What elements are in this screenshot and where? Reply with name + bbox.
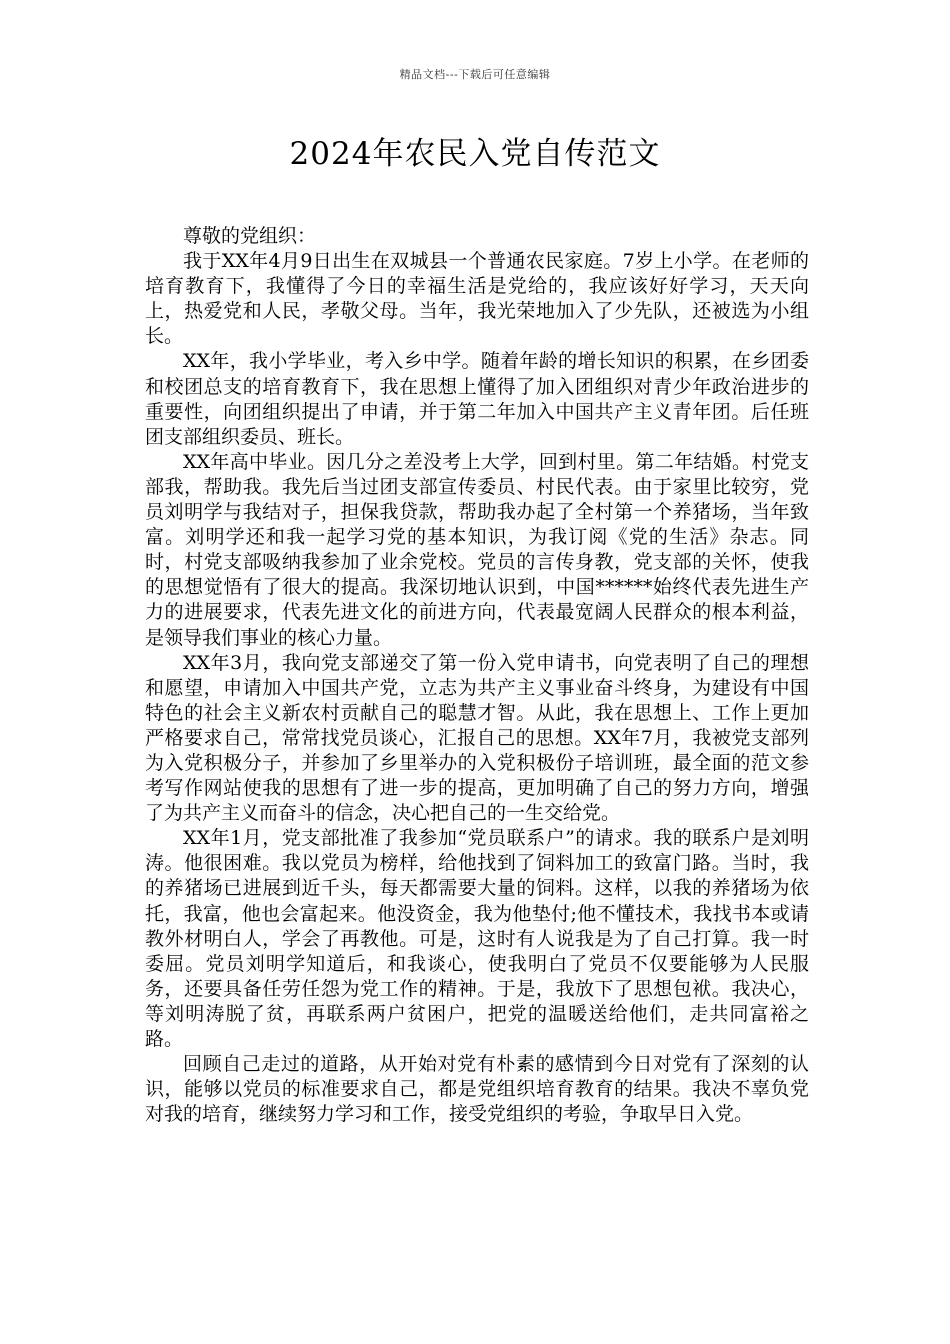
- document-title: 2024年农民入党自传范文: [289, 136, 661, 172]
- salutation: 尊敬的党组织：: [183, 225, 317, 247]
- paragraph-6: 回顾自己走过的道路，从开始对党有朴素的感情到今日对党有了深刻的认识，能够以党员的标准要求自己，都是党组织培育教育的结果。我决不辜负党对我的培育，继续努力学习和工作，接受党组织的考验，争取早日入党。: [145, 1053, 809, 1126]
- paragraph-2: XX年，我小学毕业，考入乡中学。随着年龄的增长知识的积累，在乡团委和校团总支的培育教育下，我在思想上懂得了加入团组织对青少年政治进步的重要性，向团组织提出了申请，并于第二年加入中国共产主义青年团。后任班团支部组织委员、班长。: [145, 350, 809, 448]
- paragraph-3: XX年高中毕业。因几分之差没考上大学，回到村里。第二年结婚。村党支部我，帮助我。我先后当过团支部宣传委员、村民代表。由于家里比较穷，党员刘明学与我结对子，担保我贷款，帮助我办起了全村第一个养猪场，当年致富。刘明学还和我一起学习党的基本知识，为我订阅《党的生活》杂志。同时，村党支部吸纳我参加了业余党校。党员的言传身教，党支部的关怀，使我的思想觉悟有了很大的提高。我深切地认识到，中国******始终代表先进生产力的进展要求，代表先进文化的前进方向，代表最宽阔人民群众的根本利益，是领导我们事业的核心力量。: [145, 450, 809, 649]
- document-body: [145, 224, 809, 1127]
- header-note: 精品文档---下载后可任意编辑: [399, 68, 551, 81]
- paragraph-4: XX年3月，我向党支部递交了第一份入党申请书，向党表明了自己的理想和愿望，申请加入中国共产党，立志为共产主义事业奋斗终身，为建设有中国特色的社会主义新农村贡献自己的聪慧才智。从此，我在思想上、工作上更加严格要求自己，常常找党员谈心，汇报自己的思想。XX年7月，我被党支部列为入党积极分子，并参加了乡里举办的入党积极份子培训班，最全面的范文参考写作网站使我的思想有了进一步的提高，更加明确了自己的努力方向，增强了为共产主义而奋斗的信念，决心把自己的一生交给党。: [145, 651, 809, 825]
- paragraph-1: 我于XX年4月9日出生在双城县一个普通农民家庭。7岁上小学。在老师的培育教育下，我懂得了今日的幸福生活是党给的，我应该好好学习，天天向上，热爱党和人民，孝敬父母。当年，我光荣地加入了少先队，还被选为小组长。: [145, 250, 809, 348]
- paragraph-5: XX年1月，党支部批准了我参加“党员联系户”的请求。我的联系户是刘明涛。他很困难。我以党员为榜样，给他找到了饲料加工的致富门路。当时，我的养猪场已进展到近千头，每天都需要大量的饲料。这样，以我的养猪场为依托，我富，他也会富起来。他没资金，我为他垫付;他不懂技术，我找书本或请教外材明白人，学会了再教他。可是，这时有人说我是为了自己打算。我一时委屈。党员刘明学知道后，和我谈心，使我明白了党员不仅要能够为人民服务，还要具备任劳任怨为党工作的精神。于是，我放下了思想包袱。我决心，等刘明涛脱了贫，再联系两户贫困户，把党的温暖送给他们，走共同富裕之路。: [145, 827, 809, 1050]
